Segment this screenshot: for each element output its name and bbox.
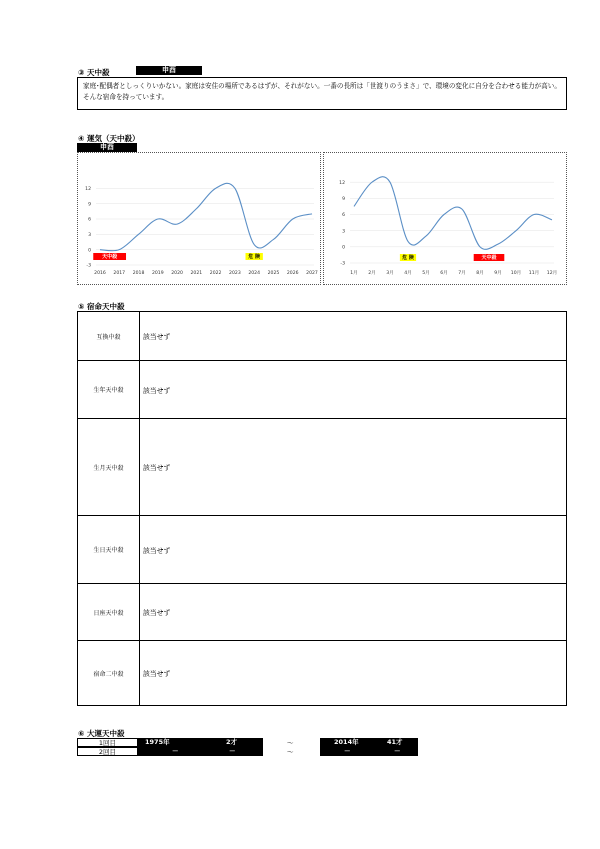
table-row xyxy=(78,584,567,641)
marker-label: 危 険 xyxy=(402,255,414,262)
y-tick-label: 6 xyxy=(342,213,345,219)
x-tick-label: 2018 xyxy=(132,271,145,276)
row-label: 日座天中殺 xyxy=(78,584,140,641)
yearly-chart-frame xyxy=(77,152,321,285)
daiun-row-1 xyxy=(77,738,417,747)
x-tick-label: 10月 xyxy=(510,271,522,276)
x-tick-label: 12月 xyxy=(546,271,558,276)
x-tick-label: 3月 xyxy=(386,271,394,276)
row-label: 生年天中殺 xyxy=(78,361,140,419)
row-value: 該当せず xyxy=(140,312,567,361)
start-age: 2才 xyxy=(226,738,238,746)
y-tick-label: 12 xyxy=(339,180,345,186)
natal-tenchusatsu-table xyxy=(77,311,567,706)
end-year: 2014年 xyxy=(334,738,359,746)
section3-title: ③ 天中殺 xyxy=(78,68,110,77)
section4-tag: 申酉 xyxy=(77,143,137,152)
row-label: 生月天中殺 xyxy=(78,419,140,516)
x-tick-label: 11月 xyxy=(528,271,540,276)
x-tick-label: 5月 xyxy=(422,271,430,276)
x-tick-label: 7月 xyxy=(458,271,466,276)
x-tick-label: 2017 xyxy=(113,271,126,276)
section6-title: ⑥ 大運天中殺 xyxy=(78,729,125,738)
y-tick-label: 9 xyxy=(88,202,91,208)
section5-title: ⑤ 宿命天中殺 xyxy=(78,302,125,311)
monthly-fortune-chart xyxy=(324,153,566,284)
x-tick-label: 2027 xyxy=(306,271,318,276)
row-value: 該当せず xyxy=(140,419,567,516)
end-cell xyxy=(320,738,418,747)
table-row xyxy=(78,419,567,516)
fortune-line xyxy=(100,183,312,250)
daiun-row-2 xyxy=(77,747,417,756)
y-tick-label: 9 xyxy=(342,196,345,202)
end-cell xyxy=(320,747,418,756)
x-tick-label: 2022 xyxy=(209,271,222,276)
table-row xyxy=(78,312,567,361)
yearly-fortune-chart xyxy=(78,153,320,284)
y-tick-label: 0 xyxy=(88,248,91,254)
marker-label: 危 険 xyxy=(248,254,261,261)
section4-title: ④ 運気（天中殺） xyxy=(78,134,140,143)
range-separator: ～ xyxy=(287,748,294,756)
x-tick-label: 2024 xyxy=(248,271,261,276)
row-value: 該当せず xyxy=(140,641,567,706)
table-row xyxy=(78,361,567,419)
x-tick-label: 2026 xyxy=(286,271,299,276)
marker-label: 天中殺 xyxy=(102,254,118,261)
start-age: － xyxy=(229,747,236,755)
y-tick-label: -3 xyxy=(86,263,91,269)
range-separator: ～ xyxy=(287,739,294,747)
y-tick-label: 3 xyxy=(342,229,345,235)
x-tick-label: 8月 xyxy=(476,271,484,276)
monthly-chart-frame xyxy=(323,152,567,285)
x-tick-label: 6月 xyxy=(440,271,448,276)
end-age: － xyxy=(394,747,401,755)
x-tick-label: 1月 xyxy=(350,271,358,276)
y-tick-label: 6 xyxy=(88,217,91,223)
y-tick-label: 12 xyxy=(85,186,91,192)
y-tick-label: 0 xyxy=(342,245,345,251)
x-tick-label: 2023 xyxy=(229,271,241,276)
row-value: 該当せず xyxy=(140,584,567,641)
row-label: 生日天中殺 xyxy=(78,516,140,584)
section3-tag: 申酉 xyxy=(136,66,202,75)
x-tick-label: 2月 xyxy=(368,271,376,276)
row-label: 宿命二中殺 xyxy=(78,641,140,706)
marker-label: 天中殺 xyxy=(481,255,497,262)
start-year: 1975年 xyxy=(145,738,170,746)
row-value: 該当せず xyxy=(140,361,567,419)
y-tick-label: -3 xyxy=(340,261,345,267)
x-tick-label: 2020 xyxy=(171,271,183,276)
fortune-line xyxy=(354,177,552,250)
row-label: 互換中殺 xyxy=(78,312,140,361)
x-tick-label: 2021 xyxy=(190,271,203,276)
end-age: 41才 xyxy=(387,738,403,746)
x-tick-label: 2019 xyxy=(151,271,164,276)
table-row xyxy=(78,516,567,584)
x-tick-label: 9月 xyxy=(494,271,502,276)
start-cell xyxy=(138,747,263,756)
y-tick-label: 3 xyxy=(88,232,91,238)
row-value: 該当せず xyxy=(140,516,567,584)
row-label: 2回目 xyxy=(77,747,138,756)
x-tick-label: 4月 xyxy=(404,271,412,276)
start-cell xyxy=(138,738,263,747)
x-tick-label: 2025 xyxy=(267,271,280,276)
end-year: － xyxy=(344,747,351,755)
table-row xyxy=(78,641,567,706)
section3-description: 家庭･配偶者としっくりいかない。家庭は安住の場所であるはずが、それがない。一番の長所は「世渡りのうまさ」で、環境の変化に自分を合わせる能力が高い。そんな宿命を持っています。 xyxy=(77,77,567,110)
start-year: － xyxy=(172,747,179,755)
row-label: 1回目 xyxy=(77,738,138,747)
x-tick-label: 2016 xyxy=(94,271,106,276)
